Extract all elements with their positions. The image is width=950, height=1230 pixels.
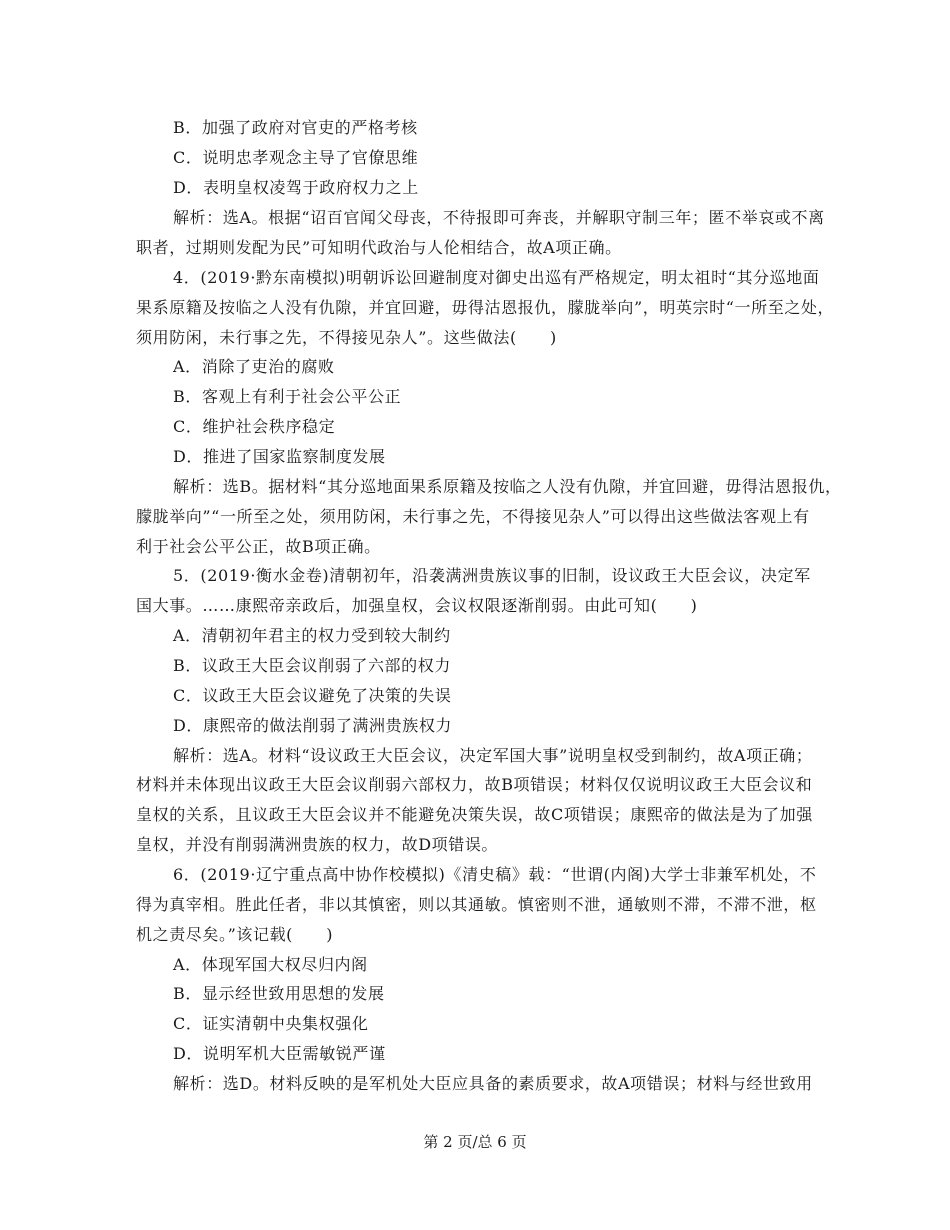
question-line: 4．(2019·黔东南模拟)明朝诉讼回避制度对御史出巡有严格规定，明太祖时“其分巡地面 [173,268,820,287]
analysis-line: 解析：选A。根据“诏百官闻父母丧，不待报即可奔丧，并解职守制三年；匿不举哀或不离 [173,208,825,227]
option-line: D．康熙帝的做法削弱了满洲贵族权力 [173,716,453,735]
option-line: B．议政王大臣会议削弱了六部的权力 [173,656,451,675]
option-line: A．体现军国大权尽归内阁 [173,955,368,974]
analysis-line: 职者，过期则发配为民”可知明代政治与人伦相结合，故A项正确。 [136,238,622,257]
analysis-line: 材料并未体现出议政王大臣会议削弱六部权力，故B项错误；材料仅仅说明议政王大臣会议和 [136,775,813,794]
page-number-footer: 第 2 页/总 6 页 [423,1133,527,1151]
analysis-line: 利于社会公平公正，故B项正确。 [136,537,381,556]
analysis-line: 解析：选B。据材料“其分巡地面果系原籍及按临之人没有仇隙，并宜回避，毋得沽恩报仇， [173,477,842,496]
question-line: 国大事。……康熙帝亲政后，加强皇权，会议权限逐渐削弱。由此可知( ) [136,596,698,615]
analysis-line: 皇权的关系，且议政王大臣会议并不能避免决策失误，故C项错误；康熙帝的做法是为了加强 [136,805,813,824]
option-line: D．说明军机大臣需敏锐严谨 [173,1044,386,1063]
question-line: 果系原籍及按临之人没有仇隙，并宜回避，毋得沽恩报仇，朦胧举向”，明英宗时“一所至之处， [136,298,835,317]
option-line: A．清朝初年君主的权力受到较大制约 [173,626,451,645]
question-line: 6．(2019·辽宁重点高中协作校模拟)《清史稿》载：“世谓(内阁)大学士非兼军机处，不 [173,865,817,884]
option-line: C．说明忠孝观念主导了官僚思维 [173,148,419,167]
analysis-line: 朦胧举向”“一所至之处，须用防闲，未行事之先，不得接见杂人”可以得出这些做法客观上有 [136,507,810,526]
analysis-line: 皇权，并没有削弱满洲贵族的权力，故D项错误。 [136,835,499,854]
option-line: B．客观上有利于社会公平公正 [173,387,402,406]
question-line: 5．(2019·衡水金卷)清朝初年，沿袭满洲贵族议事的旧制，设议政王大臣会议，决定军 [173,566,811,585]
option-line: D．表明皇权凌驾于政府权力之上 [173,178,419,197]
option-line: D．推进了国家监察制度发展 [173,447,386,466]
question-line: 机之责尽矣。”该记载( ) [136,925,334,944]
analysis-line: 解析：选D。材料反映的是军机处大臣应具备的素质要求，故A项错误；材料与经世致用 [173,1074,813,1093]
question-line: 得为真宰相。胜此任者，非以其慎密，则以其通敏。慎密则不泄，通敏则不滞，不滞不泄，枢 [136,895,817,914]
analysis-line: 解析：选A。材料“设议政王大臣会议，决定军国大事”说明皇权受到制约，故A项正确； [173,746,813,765]
option-line: C．议政王大臣会议避免了决策的失误 [173,686,452,705]
option-line: B．显示经世致用思想的发展 [173,984,385,1003]
option-line: A．消除了吏治的腐败 [173,357,335,376]
option-line: C．维护社会秩序稳定 [173,417,336,436]
option-line: C．证实清朝中央集权强化 [173,1014,369,1033]
option-line: B．加强了政府对官吏的严格考核 [173,118,418,137]
question-line: 须用防闲，未行事之先，不得接见杂人”。这些做法( ) [136,328,557,347]
